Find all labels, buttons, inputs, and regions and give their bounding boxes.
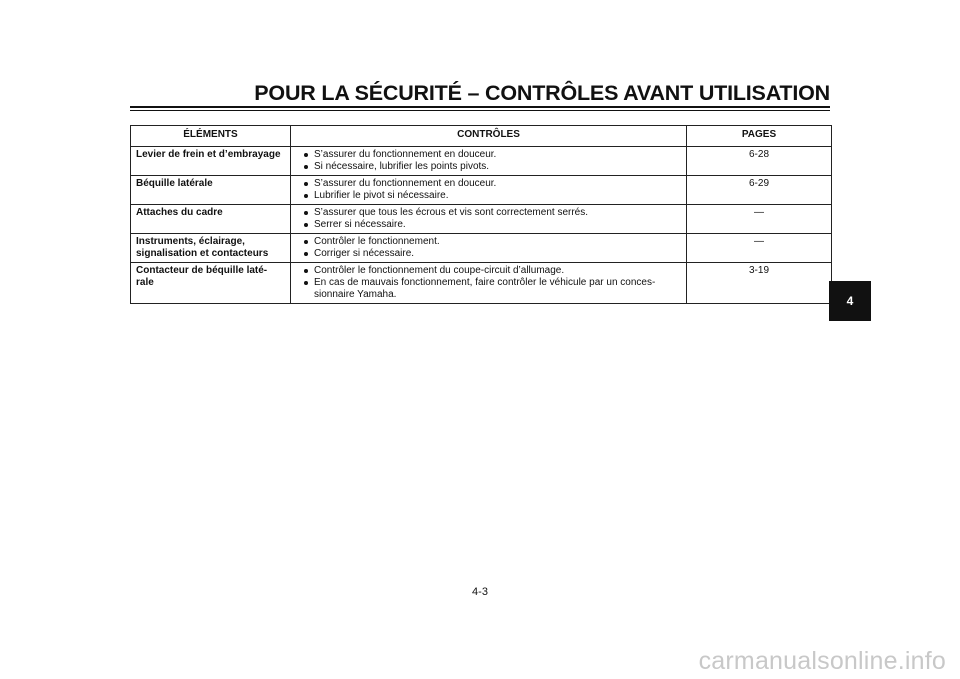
check-text: Si nécessaire, lubrifier les points pivots.	[314, 161, 490, 172]
bullet-icon	[304, 269, 308, 273]
row-checks	[291, 147, 687, 176]
bullet-icon	[304, 165, 308, 169]
row-checks	[291, 205, 687, 234]
column-header-items: ÉLÉMENTS	[131, 126, 291, 147]
check-bullet	[296, 236, 681, 248]
table-row	[131, 147, 832, 176]
table-row	[131, 205, 832, 234]
check-text: Lubrifier le pivot si nécessaire.	[314, 190, 449, 201]
row-item: Béquille latérale	[131, 176, 291, 205]
page-title: POUR LA SÉCURITÉ – CONTRÔLES AVANT UTILISATION	[254, 81, 830, 105]
row-checks	[291, 263, 687, 304]
row-page: 6-29	[687, 176, 832, 205]
check-bullet	[296, 149, 681, 161]
pre-operation-checks-table	[130, 125, 832, 304]
row-item: Contacteur de béquille laté- rale	[131, 263, 291, 304]
check-text: Contrôler le fonctionnement du coupe-circuit d’allumage.	[314, 265, 565, 276]
title-rule-thick	[130, 106, 830, 108]
bullet-icon	[304, 153, 308, 157]
table-row	[131, 234, 832, 263]
chapter-tab: 4	[829, 281, 871, 321]
title-rule-thin	[130, 110, 830, 111]
table-row	[131, 263, 832, 304]
table-header-row	[131, 126, 832, 147]
row-item: Instruments, éclairage, signalisation et contacteurs	[131, 234, 291, 263]
column-header-checks: CONTRÔLES	[291, 126, 687, 147]
check-bullet	[296, 207, 681, 219]
bullet-icon	[304, 252, 308, 256]
page-number: 4-3	[472, 586, 488, 598]
bullet-icon	[304, 240, 308, 244]
check-text: En cas de mauvais fonctionnement, faire contrôler le véhicule par un conces- sionnaire Yamaha.	[314, 277, 656, 300]
check-text: Serrer si nécessaire.	[314, 219, 406, 230]
row-page: —	[687, 205, 832, 234]
check-bullet	[296, 248, 681, 260]
check-text: Corriger si nécessaire.	[314, 248, 415, 259]
row-page: 3-19	[687, 263, 832, 304]
row-item: Levier de frein et d’embrayage	[131, 147, 291, 176]
bullet-icon	[304, 194, 308, 198]
bullet-icon	[304, 281, 308, 285]
row-page: 6-28	[687, 147, 832, 176]
check-text: Contrôler le fonctionnement.	[314, 236, 440, 247]
check-bullet	[296, 190, 681, 202]
bullet-icon	[304, 182, 308, 186]
check-bullet	[296, 219, 681, 231]
row-checks	[291, 176, 687, 205]
bullet-icon	[304, 223, 308, 227]
column-header-pages: PAGES	[687, 126, 832, 147]
row-checks	[291, 234, 687, 263]
bullet-icon	[304, 211, 308, 215]
row-item: Attaches du cadre	[131, 205, 291, 234]
check-text: S’assurer du fonctionnement en douceur.	[314, 149, 497, 160]
check-bullet	[296, 161, 681, 173]
row-page: —	[687, 234, 832, 263]
check-bullet	[296, 178, 681, 190]
table-row	[131, 176, 832, 205]
check-text: S’assurer du fonctionnement en douceur.	[314, 178, 497, 189]
check-bullet	[296, 277, 681, 301]
check-text: S’assurer que tous les écrous et vis sont correctement serrés.	[314, 207, 589, 218]
watermark: carmanualsonline.info	[698, 647, 946, 675]
check-bullet	[296, 265, 681, 277]
